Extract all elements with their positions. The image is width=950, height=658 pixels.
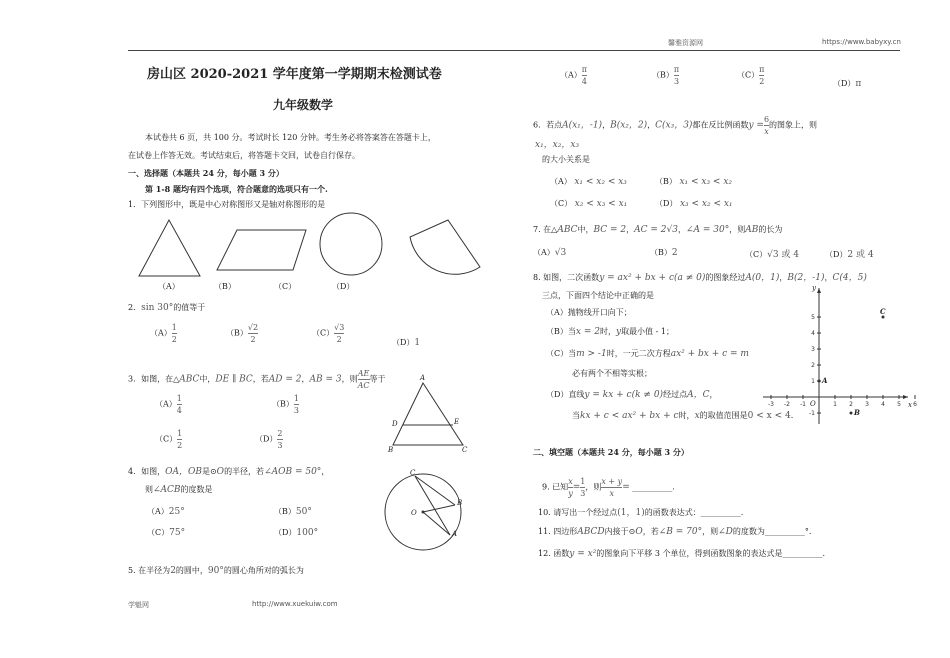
q4-fig-label-b: B xyxy=(457,499,463,507)
graph-point-c-label: C xyxy=(880,307,886,316)
q8-option-b[interactable]: （B）当x = 2时，y取最小值 - 1； xyxy=(546,327,674,337)
circle-shape xyxy=(320,213,382,275)
q1-label-a[interactable]: （A） xyxy=(158,282,180,291)
graph-y-label: y xyxy=(812,284,816,292)
q11-stem: 11. 四边形ABCD内接于⊙O，若∠B = 70°，则∠D的度数为__________°. xyxy=(538,527,812,537)
q3-fig-label-a: A xyxy=(420,374,426,382)
exam-intro-2: 在试卷上作答无效。考试结束后，将答题卡交回，试卷自行保存。 xyxy=(128,151,360,160)
q6-stem: 6．若点A(x₁，-1)，B(x₂，2)，C(x₃，3)都在反比例函数y = $\frac{6}{x}$ 的图象上，则 xyxy=(533,115,818,136)
q7-option-d[interactable]: （D）2 或 4 xyxy=(825,250,874,260)
q8-line2: 三点，下面四个结论中正确的是 xyxy=(542,291,654,300)
graph-point-b-label: B xyxy=(854,408,860,417)
exam-intro-1: 本试卷共 6 页，共 100 分。考试时长 120 分钟。考生务必将答案答在答题卡上， xyxy=(145,133,436,142)
q8-option-d-line2: 当kx + c < ax² + bx + c时，x的取值范围是0 < x < 4. xyxy=(572,411,794,421)
q5-stem: 5. 在半径为2的圆中，90°的圆心角所对的弧长为 xyxy=(128,566,304,576)
q12-stem: 12. 函数y = x²的图象向下平移 3 个单位，得到函数图象的表达式是__________. xyxy=(538,549,826,559)
q10-stem: 10. 请写出一个经过点(1，1)的函数表达式：__________. xyxy=(538,508,744,518)
point-b-dot xyxy=(850,412,853,415)
q6-option-b[interactable]: （B） x₁ < x₃ < x₂ xyxy=(655,177,733,187)
q8-option-c-line2: 必有两个不相等实根； xyxy=(572,369,652,378)
y-axis-arrow xyxy=(817,288,821,293)
q6-line2: x₁，x₂，x₃ xyxy=(535,140,580,150)
y-tick-label: 2 xyxy=(811,362,815,369)
q4-option-d[interactable]: （D）100° xyxy=(274,528,319,538)
q6-line3: 的大小关系是 xyxy=(542,155,590,164)
x-tick-label: 1 xyxy=(833,401,837,408)
q5-option-d[interactable]: （D）π xyxy=(833,79,862,89)
footer-site-url[interactable]: http://www.xuekuiw.com xyxy=(252,600,338,608)
q3-option-a[interactable]: （A） $\frac{1}{4}$ xyxy=(155,394,182,415)
q6-option-c[interactable]: （C） x₂ < x₃ < x₁ xyxy=(550,199,628,209)
q12-answer-blank[interactable]: __________. xyxy=(782,549,826,558)
q10-answer-blank[interactable]: __________. xyxy=(700,508,744,517)
q4-option-c[interactable]: （C）75° xyxy=(147,528,186,538)
header-rule xyxy=(128,50,900,51)
x-tick-label: 5 xyxy=(897,401,901,408)
q7-stem: 7. 在△ABC中，BC = 2，AC = 2√3，∠A = 30°，则AB的长为 xyxy=(533,225,783,235)
header-site-name: 馨雅资源网 xyxy=(668,39,703,47)
q5-option-c[interactable]: （C） $\frac{\pi}{2}$ xyxy=(737,65,765,86)
section1-title: 一、选择题（本题共 24 分，每小题 3 分） xyxy=(128,168,284,178)
q2-stem: 2．sin 30°的值等于 xyxy=(128,303,206,313)
q4-fig-label-a: A xyxy=(452,530,458,538)
point-a-dot xyxy=(818,380,821,383)
q1-label-d[interactable]: （D） xyxy=(332,282,355,291)
q6-option-d[interactable]: （D） x₃ < x₂ < x₁ xyxy=(655,199,733,209)
graph-point-a-label: A xyxy=(822,376,828,385)
section1-note: 第 1-8 题均有四个选项，符合题意的选项只有一个. xyxy=(145,184,328,194)
q4-option-b[interactable]: （B）50° xyxy=(274,507,312,517)
q2-option-b[interactable]: （B） $\frac{√2}{2}$ xyxy=(226,323,259,344)
q5-option-b[interactable]: （B） $\frac{\pi}{3}$ xyxy=(652,65,680,86)
q1-label-c[interactable]: （C） xyxy=(274,282,297,291)
q3-stem: 3．如图，在△ABC中，DE ∥ BC，若AD = 2，AB = 3，则 $\frac{AE}{AC}$ 等于 xyxy=(128,369,386,390)
q7-option-a[interactable]: （A）√3 xyxy=(533,248,567,258)
q9-answer-blank[interactable]: __________. xyxy=(632,482,675,492)
section2-title: 二、填空题（本题共 24 分，每小题 3 分） xyxy=(533,447,689,457)
q8-option-c[interactable]: （C）当m > -1时，一元二次方程ax² + bx + c = m xyxy=(546,349,749,359)
q3-option-b[interactable]: （B） $\frac{1}{3}$ xyxy=(272,394,299,415)
x-axis-arrow xyxy=(903,395,908,399)
y-tick-label: -1 xyxy=(809,410,815,417)
q1-label-b[interactable]: （B） xyxy=(214,282,236,291)
q3-fig-label-d: D xyxy=(392,420,398,428)
graph-origin-label: O xyxy=(810,400,816,408)
q4-stem-line2: 则∠ACB的度数是 xyxy=(145,485,213,495)
q5-option-a[interactable]: （A） $\frac{\pi}{4}$ xyxy=(560,65,588,86)
footer-site-name: 学魁网 xyxy=(128,601,149,609)
q3-fig-label-c: C xyxy=(462,446,468,454)
q4-fig-label-c: C xyxy=(410,469,416,477)
graph-x-label: x xyxy=(908,401,912,409)
q3-option-c[interactable]: （C） $\frac{1}{2}$ xyxy=(155,429,183,450)
q2-option-c[interactable]: （C） $\frac{√3}{2}$ xyxy=(312,323,345,344)
x-tick-label: 3 xyxy=(865,401,869,408)
q3-option-d[interactable]: （D） $\frac{2}{3}$ xyxy=(255,429,283,450)
q2-option-d[interactable]: （D）1 xyxy=(392,338,421,348)
q8-option-d[interactable]: （D）直线y = kx + c(k ≠ 0)经过点A，C， xyxy=(546,390,718,400)
triangle-shape xyxy=(139,220,200,276)
q11-answer-blank[interactable]: __________°. xyxy=(764,527,812,536)
y-tick-label: 5 xyxy=(811,314,815,321)
x-tick-label: -1 xyxy=(800,401,806,408)
q3-fig-label-b: B xyxy=(388,446,394,454)
q6-option-a[interactable]: （A） x₁ < x₂ < x₃ xyxy=(550,177,627,187)
parallelogram-shape xyxy=(217,230,306,270)
x-tick-label: 6 xyxy=(913,401,917,408)
q9-stem: 9. 已知 $\frac{x}{y}$ = $\frac{1}{3}$ ，则 $\frac{x + y}{x}$ = __________. xyxy=(542,477,675,498)
x-tick-label: 2 xyxy=(849,401,853,408)
q4-stem: 4．如图，OA，OB是⊙O的半径，若∠AOB = 50°， xyxy=(128,467,330,477)
y-tick-label: 3 xyxy=(811,346,815,353)
q4-circle-figure xyxy=(380,470,470,555)
exam-subtitle: 九年级数学 xyxy=(273,98,334,112)
x-tick-label: 4 xyxy=(881,401,885,408)
q1-stem: 1．下列图形中，既是中心对称图形又是轴对称图形的是 xyxy=(128,200,326,209)
q4-fig-label-o: O xyxy=(411,509,417,517)
q1-figures xyxy=(130,212,490,282)
q8-option-a[interactable]: （A）抛物线开口向下； xyxy=(546,308,632,317)
q3-fig-label-e: E xyxy=(454,418,460,426)
q2-option-a[interactable]: （A） $\frac{1}{2}$ xyxy=(150,323,177,344)
y-tick-label: 1 xyxy=(811,378,815,385)
q7-option-b[interactable]: （B）2 xyxy=(650,248,678,258)
sector-shape xyxy=(410,220,480,274)
x-tick-label: -2 xyxy=(784,401,790,408)
x-tick-label: -3 xyxy=(768,401,774,408)
q7-option-c[interactable]: （C）√3 或 4 xyxy=(745,250,800,260)
exam-title: 房山区 2020-2021 学年度第一学期期末检测试卷 xyxy=(147,67,442,82)
q4-option-a[interactable]: （A）25° xyxy=(147,507,185,517)
header-site-url[interactable]: https://www.babyxy.cn xyxy=(822,38,901,46)
q8-stem: 8. 如图，二次函数y = ax² + bx + c(a ≠ 0)的图象经过A(0，1)，B(2，-1)，C(4，5) xyxy=(533,273,867,283)
y-tick-label: 4 xyxy=(811,330,815,337)
q8-coordinate-graph xyxy=(758,284,917,429)
